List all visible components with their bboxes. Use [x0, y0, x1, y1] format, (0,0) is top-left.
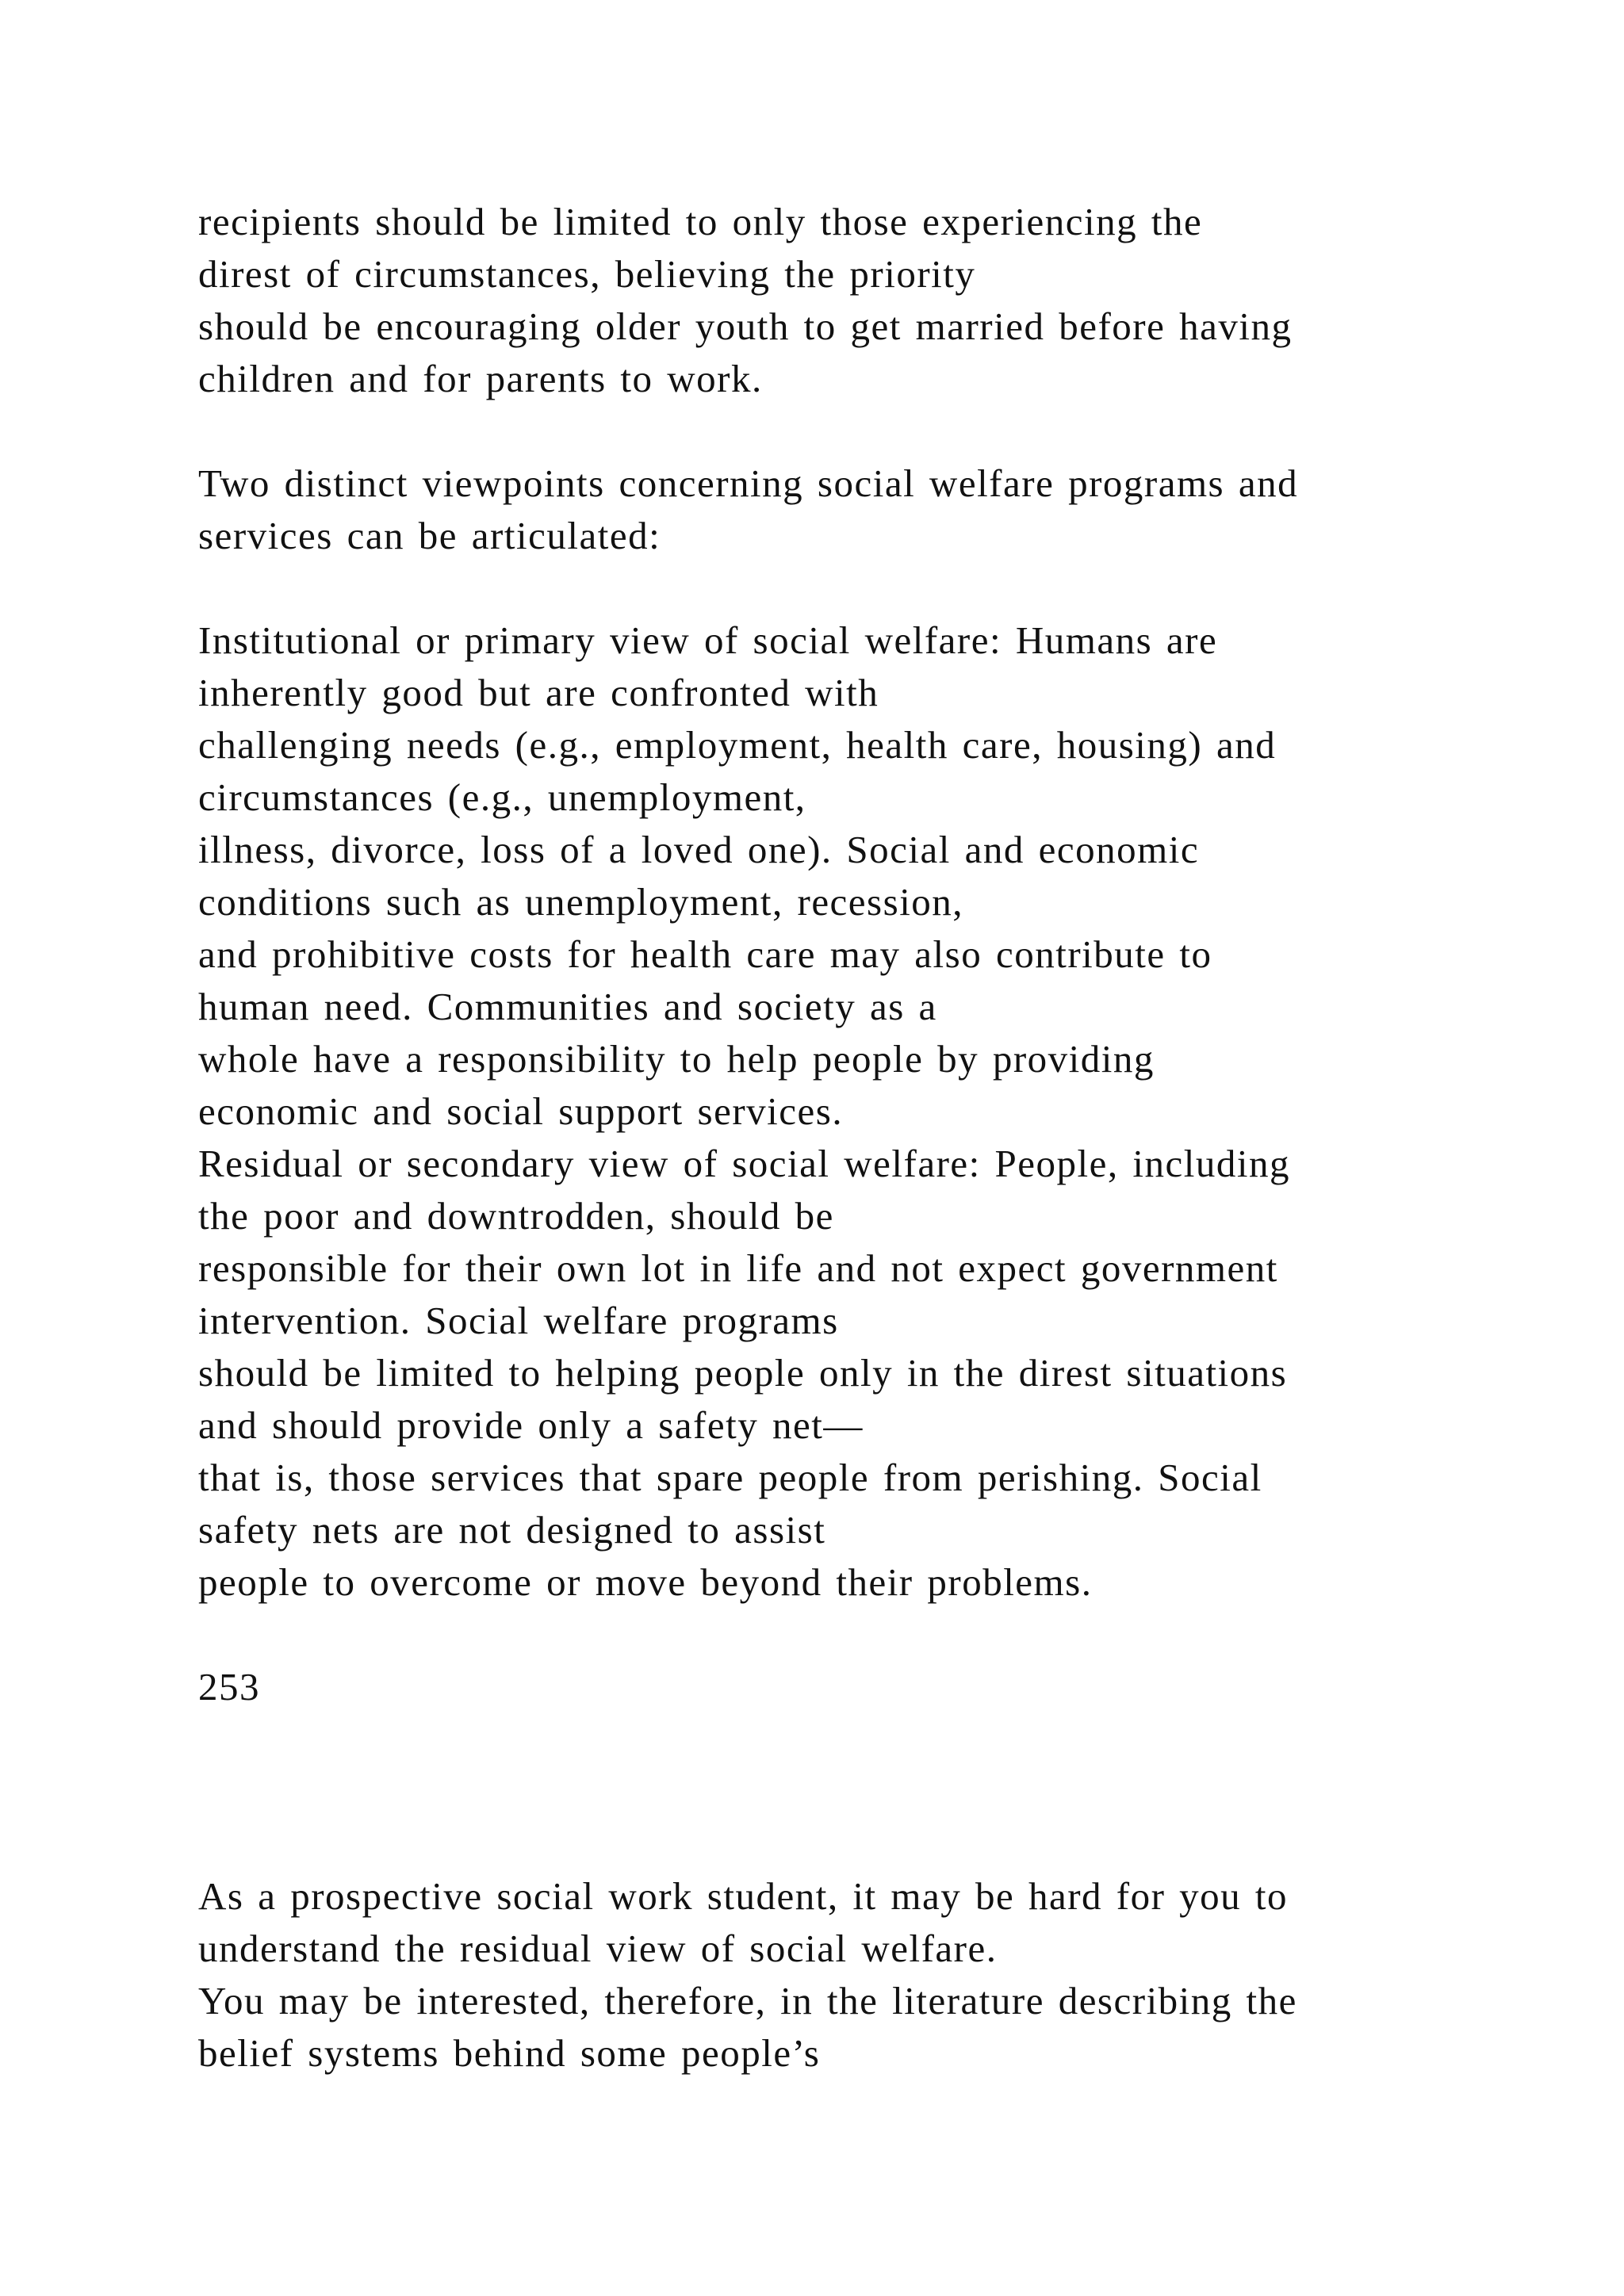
text-line: Residual or secondary view of social welfare: People, including [198, 1142, 1290, 1185]
text-line: belief systems behind some people’s [198, 2031, 821, 2075]
text-line: children and for parents to work. [198, 357, 763, 400]
text-line: challenging needs (e.g., employment, health care, housing) and [198, 723, 1277, 767]
text-line: You may be interested, therefore, in the literature describing the [198, 1979, 1297, 2022]
text-line: conditions such as unemployment, recession, [198, 880, 964, 924]
text-line: should be limited to helping people only in the direst situations [198, 1351, 1288, 1395]
text-line: should be encouraging older youth to get married before having [198, 304, 1293, 348]
text-line: Two distinct viewpoints concerning social welfare programs and [198, 461, 1299, 505]
text-line: safety nets are not designed to assist [198, 1508, 826, 1552]
text-line: and should provide only a safety net— [198, 1403, 864, 1447]
text-line: that is, those services that spare people from perishing. Social [198, 1456, 1262, 1499]
text-line: economic and social support services. [198, 1089, 844, 1133]
page-number: 253 [198, 1665, 260, 1709]
text-line: illness, divorce, loss of a loved one). Social and economic [198, 828, 1200, 871]
text-line: recipients should be limited to only those experiencing the [198, 200, 1203, 243]
text-line: As a prospective social work student, it may be hard for you to [198, 1874, 1289, 1918]
text-line: services can be articulated: [198, 514, 661, 557]
text-line: direst of circumstances, believing the priority [198, 252, 976, 296]
text-line: and prohibitive costs for health care may also contribute to [198, 932, 1212, 976]
text-line: human need. Communities and society as a [198, 985, 937, 1028]
text-line: understand the residual view of social welfare. [198, 1927, 998, 1970]
text-line: responsible for their own lot in life and not expect government [198, 1246, 1278, 1290]
text-line: people to overcome or move beyond their problems. [198, 1560, 1093, 1604]
text-line: intervention. Social welfare programs [198, 1299, 839, 1342]
text-line: whole have a responsibility to help people by providing [198, 1037, 1155, 1081]
text-line: inherently good but are confronted with [198, 671, 879, 714]
text-line: the poor and downtrodden, should be [198, 1194, 834, 1238]
text-line: circumstances (e.g., unemployment, [198, 775, 806, 819]
text-line: Institutional or primary view of social welfare: Humans are [198, 618, 1218, 662]
